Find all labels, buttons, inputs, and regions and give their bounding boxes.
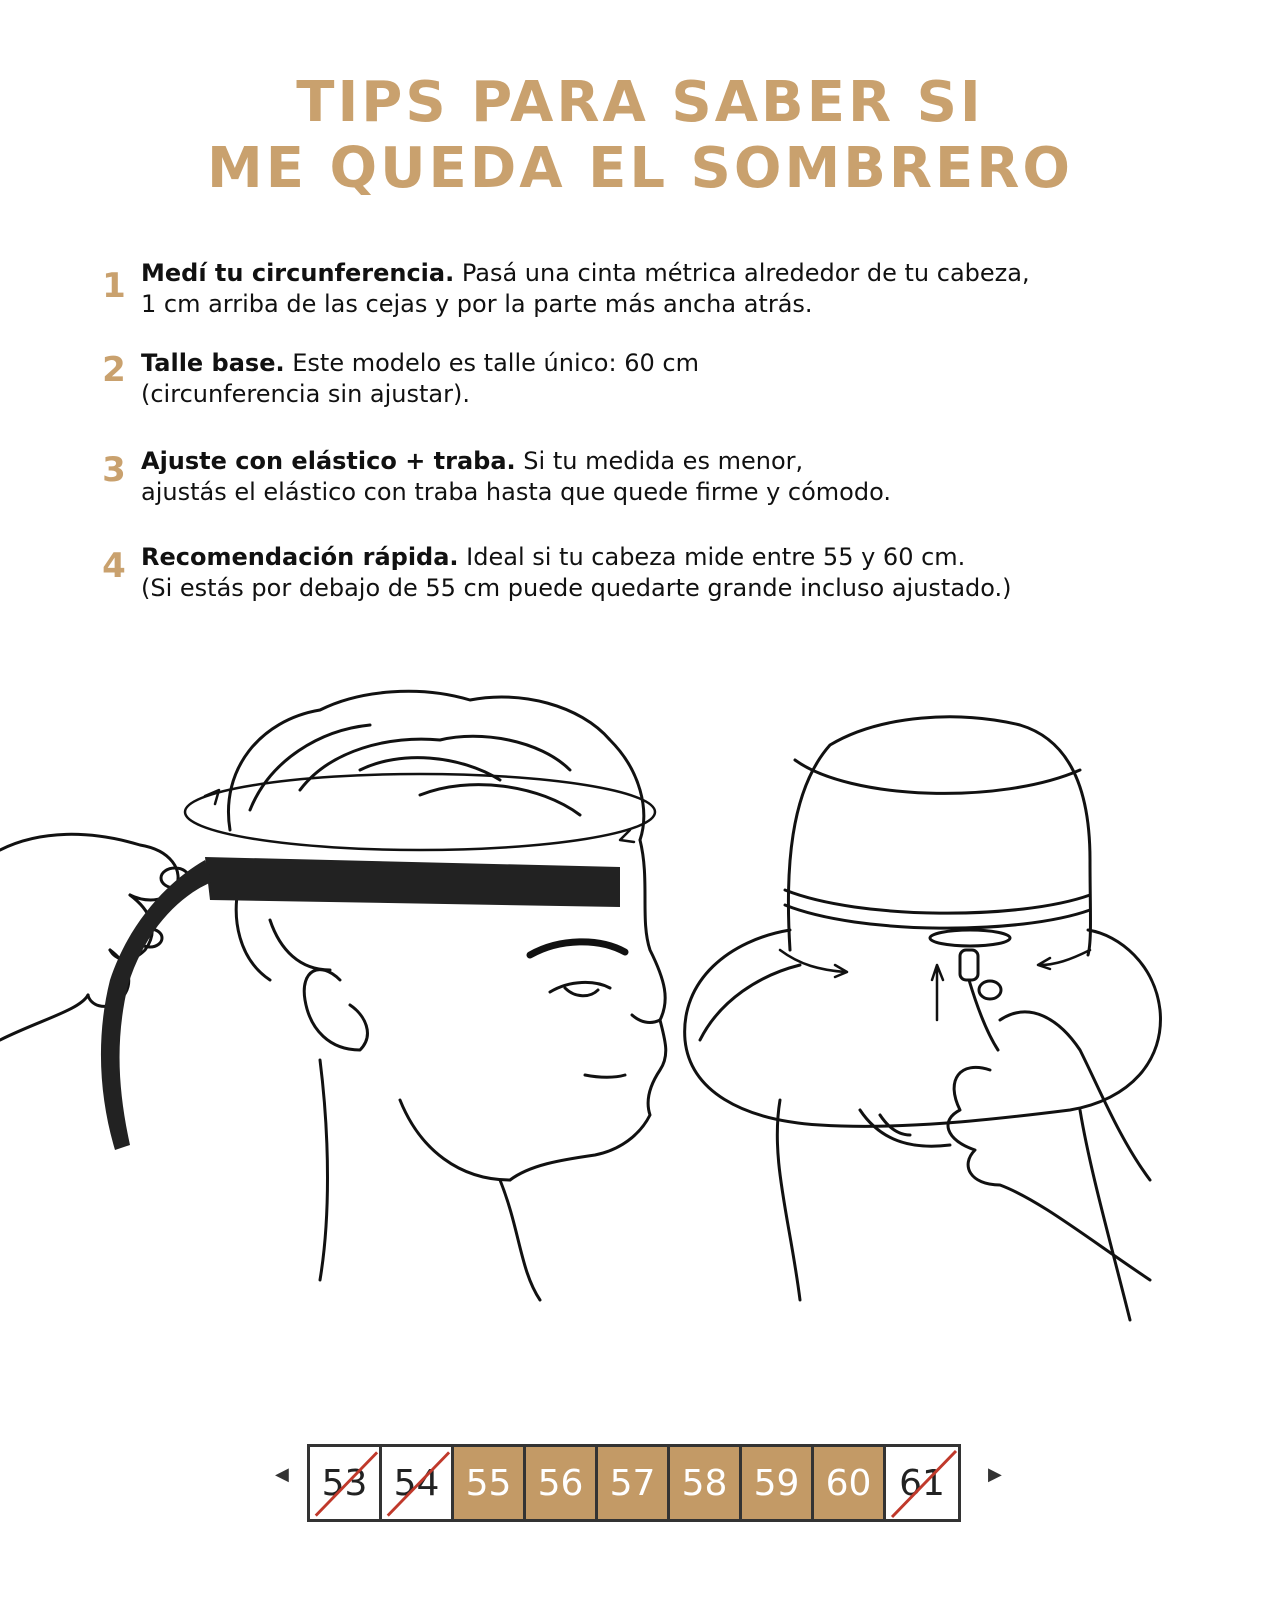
tip-number: 1 (102, 266, 126, 306)
size-label: 60 (825, 1462, 872, 1504)
tip-body-line-2: 1 cm arriba de las cejas y por la parte más ancha atrás. (141, 290, 813, 318)
tip-body-line-2: ajustás el elástico con traba hasta que quede firme y cómodo. (141, 478, 891, 506)
head-measure-drawing (0, 691, 666, 1300)
hat-measuring-illustration (0, 620, 1280, 1380)
size-cell-55 (454, 1447, 526, 1519)
hat-adjust-drawing (685, 717, 1161, 1320)
size-cell-57 (598, 1447, 670, 1519)
size-label: 59 (753, 1462, 800, 1504)
strike-through-icon (886, 1447, 958, 1519)
title-line-1: TIPS PARA SABER SI (296, 70, 984, 135)
triangle-right-icon: ▶ (988, 1464, 1002, 1485)
size-cell-56 (526, 1447, 598, 1519)
measuring-tape (205, 857, 620, 907)
tip-number: 3 (102, 450, 126, 490)
size-label: 53 (321, 1462, 368, 1504)
tip-heading: Talle base. (141, 349, 285, 377)
tip-text (141, 258, 1221, 320)
tip-heading: Recomendación rápida. (141, 543, 459, 571)
size-scale (307, 1444, 961, 1522)
size-label: 61 (899, 1462, 945, 1504)
tip-number: 4 (102, 546, 126, 586)
size-cell-61 (886, 1447, 958, 1519)
tip-body-line-1: Ideal si tu cabeza mide entre 55 y 60 cm. (458, 543, 966, 571)
tip-text (141, 542, 1221, 604)
page-title (0, 70, 1280, 202)
tip-heading: Ajuste con elástico + traba. (141, 447, 516, 475)
tip-body-line-1: Este modelo es talle único: 60 cm (284, 349, 699, 377)
tip-body-line-2: (Si estás por debajo de 55 cm puede quedarte grande incluso ajustado.) (141, 574, 1012, 602)
size-cell-59 (742, 1447, 814, 1519)
tip-text (141, 348, 1221, 410)
tip-body-line-2: (circunferencia sin ajustar). (141, 380, 470, 408)
title-line-2: ME QUEDA EL SOMBRERO (206, 136, 1073, 201)
size-label: 55 (465, 1462, 512, 1504)
size-label: 58 (681, 1462, 728, 1504)
size-cell-54 (382, 1447, 454, 1519)
size-cell-58 (670, 1447, 742, 1519)
triangle-left-icon: ◀ (275, 1464, 289, 1485)
strike-through-icon (310, 1447, 379, 1519)
size-cell-60 (814, 1447, 886, 1519)
tip-heading: Medí tu circunferencia. (141, 259, 455, 287)
tip-body-line-1: Pasá una cinta métrica alrededor de tu cabeza, (454, 259, 1030, 287)
tip-body-line-1: Si tu medida es menor, (515, 447, 804, 475)
strike-through-icon (382, 1447, 451, 1519)
tip-text (141, 446, 1221, 508)
size-label: 57 (609, 1462, 656, 1504)
size-label: 54 (393, 1462, 440, 1504)
tip-number: 2 (102, 350, 126, 390)
size-cell-53 (310, 1447, 382, 1519)
size-label: 56 (537, 1462, 584, 1504)
